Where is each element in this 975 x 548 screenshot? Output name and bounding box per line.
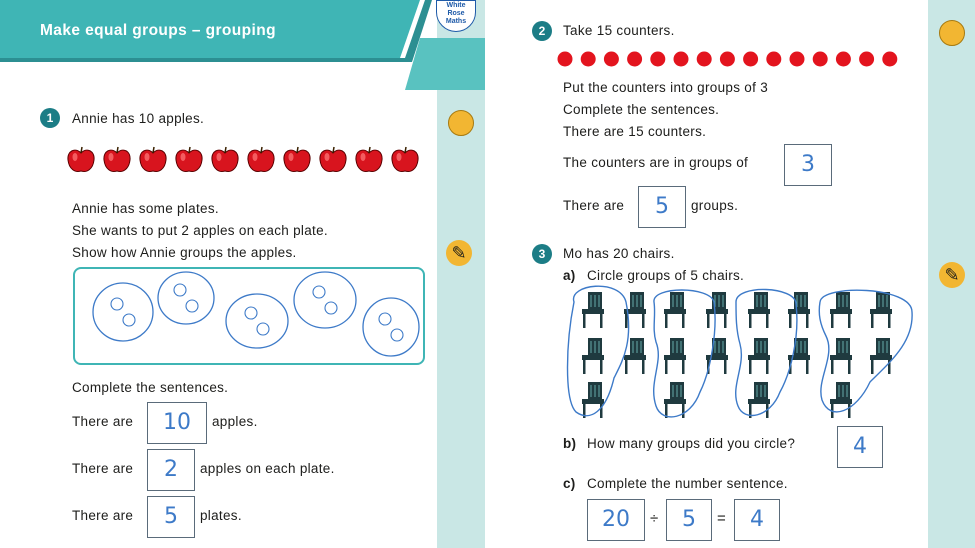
counter-icon: [674, 52, 689, 67]
chair-icon: [788, 338, 810, 374]
chair-icon: [870, 338, 892, 374]
eq-divide-sign: ÷: [650, 510, 659, 527]
chair-group-circle: [819, 290, 912, 412]
chair-icon: [748, 382, 770, 418]
q1-s1-pre: There are: [72, 414, 134, 429]
eq-equals-sign: =: [717, 510, 727, 527]
plate-circle: [158, 272, 214, 324]
chair-icon: [582, 382, 604, 418]
q2-intro: Take 15 counters.: [563, 23, 675, 38]
counters-row: [557, 50, 909, 68]
chair-icon: [582, 292, 604, 328]
white-rose-logo: White Rose Maths: [436, 0, 476, 32]
q1-s3-pre: There are: [72, 508, 134, 523]
counters-icon: [448, 110, 474, 136]
counter-icon: [813, 52, 828, 67]
apples-row: [65, 145, 425, 175]
counter-icon: [627, 52, 642, 67]
question-1-badge: 1: [40, 108, 60, 128]
chair-icon: [664, 292, 686, 328]
q1-complete: Complete the sentences.: [72, 380, 229, 395]
pencil-icon-2: ✎: [939, 262, 965, 288]
q1-line1: Annie has some plates.: [72, 201, 219, 216]
q3-intro: Mo has 20 chairs.: [563, 246, 675, 261]
q3-b-label: b): [563, 436, 577, 451]
q1-answer-per-plate[interactable]: 2: [147, 449, 195, 491]
question-3-badge: 3: [532, 244, 552, 264]
counter-icon: [743, 52, 758, 67]
counter-icon: [581, 52, 596, 67]
chair-icon: [870, 292, 892, 328]
q1-intro: Annie has 10 apples.: [72, 111, 205, 126]
chair-icon: [582, 338, 604, 374]
chair-icon: [748, 338, 770, 374]
q3-a-text: Circle groups of 5 chairs.: [587, 268, 745, 283]
q3-answer-groups[interactable]: 4: [837, 426, 883, 468]
counter-icon: [859, 52, 874, 67]
counter-icon: [604, 52, 619, 67]
q3-c-label: c): [563, 476, 576, 491]
counter-icon: [558, 52, 573, 67]
q1-s2-post: apples on each plate.: [200, 461, 335, 476]
chair-icon: [664, 382, 686, 418]
q3-a-label: a): [563, 268, 576, 283]
eq-divisor[interactable]: 5: [666, 499, 712, 541]
q1-s3-post: plates.: [200, 508, 242, 523]
q2-line2: Complete the sentences.: [563, 102, 720, 117]
drawn-apple-icon: [174, 284, 186, 296]
counter-icon: [697, 52, 712, 67]
q1-s2-pre: There are: [72, 461, 134, 476]
q2-line3: There are 15 counters.: [563, 124, 707, 139]
apple-icon: [320, 147, 346, 172]
drawn-apple-icon: [379, 313, 391, 325]
counter-icon: [836, 52, 851, 67]
plate-circle: [294, 272, 356, 328]
drawn-apple-icon: [245, 307, 257, 319]
plate-circle: [363, 298, 419, 356]
counter-icon: [882, 52, 897, 67]
chair-icon: [706, 292, 728, 328]
q2-answer-group-size[interactable]: 3: [784, 144, 832, 186]
counters-icon-2: [939, 20, 965, 46]
q2-s2-post: groups.: [691, 198, 739, 213]
q1-answer-plates[interactable]: 5: [147, 496, 195, 538]
apple-icon: [212, 147, 238, 172]
apple-icon: [140, 147, 166, 172]
apple-icon: [356, 147, 382, 172]
drawn-apple-icon: [325, 302, 337, 314]
chair-icon: [706, 338, 728, 374]
apple-icon: [104, 147, 130, 172]
apple-icon: [248, 147, 274, 172]
q1-answer-apples[interactable]: 10: [147, 402, 207, 444]
q3-c-text: Complete the number sentence.: [587, 476, 788, 491]
drawn-apple-icon: [123, 314, 135, 326]
q1-line2: She wants to put 2 apples on each plate.: [72, 223, 328, 238]
pencil-icon: ✎: [446, 240, 472, 266]
chairs-grid: [560, 282, 922, 430]
chair-icon: [748, 292, 770, 328]
q1-line3: Show how Annie groups the apples.: [72, 245, 297, 260]
chair-icon: [830, 382, 852, 418]
question-2-badge: 2: [532, 21, 552, 41]
apple-icon: [68, 147, 94, 172]
drawn-apple-icon: [186, 300, 198, 312]
q2-answer-groups[interactable]: 5: [638, 186, 686, 228]
chair-icon: [664, 338, 686, 374]
chair-icon: [830, 338, 852, 374]
q3-b-text: How many groups did you circle?: [587, 436, 796, 451]
chair-icon: [830, 292, 852, 328]
counter-icon: [766, 52, 781, 67]
apple-icon: [284, 147, 310, 172]
plate-circle: [226, 294, 288, 348]
drawn-apple-icon: [313, 286, 325, 298]
q2-line1: Put the counters into groups of 3: [563, 80, 769, 95]
drawn-apple-icon: [391, 329, 403, 341]
plate-circle: [93, 283, 153, 341]
plate-circles: [73, 267, 425, 365]
counter-icon: [720, 52, 735, 67]
counter-icon: [650, 52, 665, 67]
eq-dividend[interactable]: 20: [587, 499, 645, 541]
counter-icon: [790, 52, 805, 67]
q2-s2-pre: There are: [563, 198, 625, 213]
drawn-apple-icon: [111, 298, 123, 310]
header-banner: [0, 0, 485, 100]
drawn-apple-icon: [257, 323, 269, 335]
chair-icon: [788, 292, 810, 328]
q2-s1-pre: The counters are in groups of: [563, 155, 749, 170]
page-title: Make equal groups – grouping: [40, 22, 276, 39]
eq-quotient[interactable]: 4: [734, 499, 780, 541]
apple-icon: [392, 147, 418, 172]
apple-icon: [176, 147, 202, 172]
q1-s1-post: apples.: [212, 414, 258, 429]
